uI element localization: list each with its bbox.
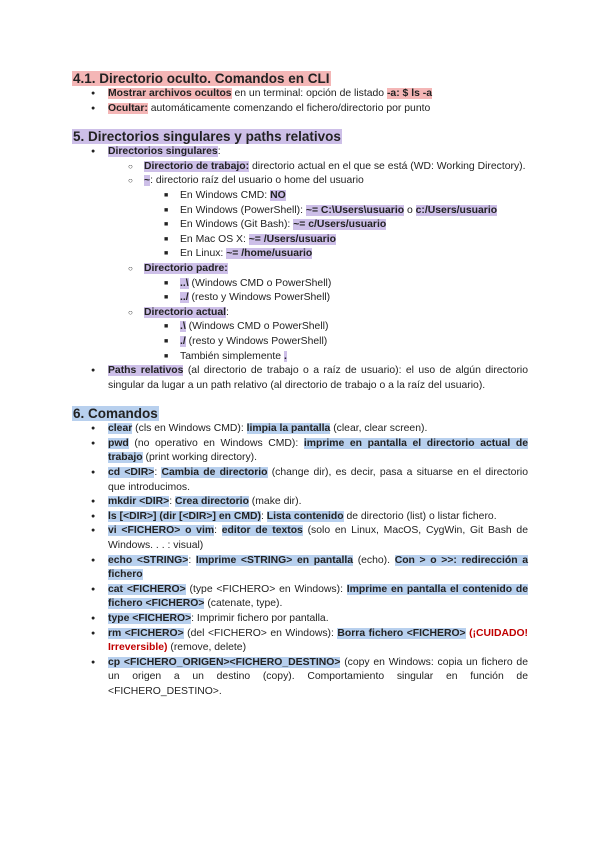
list-item-current-dir: ○ Directorio actual: [72,306,528,321]
list-item-current-0: ■ .\ (Windows CMD o PowerShell) [72,320,528,335]
list-item-working-dir: ○ Directorio de trabajo: directorio actual en el que se está (WD: Working Directory). [72,160,528,175]
list-item-current-1: ■ ./ (resto y Windows PowerShell) [72,335,528,350]
list-item-cat: ● cat <FICHERO> (type <FICHERO> en Windows): Imprime en pantalla el contenido de fichero <FICHERO> (catenate, type). [72,583,528,612]
list-item-parent-dir: ○ Directorio padre: [72,262,528,277]
document-page [72,70,528,700]
list-item-tilde: ○ ~: directorio raíz del usuario o home del usuario [72,174,528,189]
list-item-type: ● type <FICHERO>: Imprimir fichero por pantalla. [72,612,528,627]
section-4-1-title: 4.1. Directorio oculto. Comandos en CLI [73,71,330,86]
section-5-title: 5. Directorios singulares y paths relativos [73,129,341,145]
section-6-list [72,422,528,699]
list-item-vi: ● vi <FICHERO> o vim: editor de textos (solo en Linux, MacOS, CygWin, Git Bash de Windows. . . : visual) [72,524,528,553]
list-item-parent-0: ■ ..\ (Windows CMD o PowerShell) [72,277,528,292]
list-item-home-1: ■ En Windows (PowerShell): ~= C:\Users\usuario o c:/Users/usuario [72,204,528,219]
list-item-cd: ● cd <DIR>: Cambia de directorio (change dir), es decir, pasa a situarse en el directorio que introducimos. [72,466,528,495]
list-item-home-0: ■ En Windows CMD: NO [72,189,528,204]
list-item-home-4: ■ En Linux: ~= /home/usuario [72,247,528,262]
list-item-singular-dirs: ● Directorios singulares: [72,145,528,160]
list-item-echo: ● echo <STRING>: Imprime <STRING> en pantalla (echo). Con > o >>: redirección a fichero [72,554,528,583]
section-4-1-list [72,87,528,116]
list-item-cp: ● cp <FICHERO_ORIGEN><FICHERO_DESTINO> (copy en Windows: copia un fichero de un origen a un destino (copy). Comportamiento singular en función de <FICHERO_DESTINO>. [72,656,528,700]
list-item-current-2: ■ También simplemente . [72,350,528,365]
section-5-heading [72,128,528,145]
list-item-relative-paths: ● Paths relativos (al directorio de trabajo o a raíz de usuario): el uso de algún directorio singular da lugar a un path relativo (al directorio de trabajo o a la raíz del usuario). [72,364,528,393]
list-item-pwd: ● pwd (no operativo en Windows CMD): imprime en pantalla el directorio actual de trabajo (print working directory). [72,437,528,466]
list-item-hide: ● Ocultar: automáticamente comenzando el fichero/directorio por punto [72,102,528,117]
section-6-heading [72,405,528,422]
list-item-home-2: ■ En Windows (Git Bash): ~= c/Users/usuario [72,218,528,233]
list-item-home-3: ■ En Mac OS X: ~= /Users/usuario [72,233,528,248]
list-item-show-hidden: ● Mostrar archivos ocultos en un terminal: opción de listado -a: $ ls -a [72,87,528,102]
section-6-title: 6. Comandos [73,406,158,422]
list-item-rm: ● rm <FICHERO> (del <FICHERO> en Windows): Borra fichero <FICHERO> (¡CUIDADO! Irreversible) (remove, delete) [72,627,528,656]
list-item-clear: ● clear (cls en Windows CMD): limpia la pantalla (clear, clear screen). [72,422,528,437]
list-item-ls: ● ls [<DIR>] (dir [<DIR>] en CMD): Lista contenido de directorio (list) o listar fichero. [72,510,528,525]
section-5-list [72,145,528,393]
section-4-1-heading [72,70,528,87]
list-item-parent-1: ■ ../ (resto y Windows PowerShell) [72,291,528,306]
list-item-mkdir: ● mkdir <DIR>: Crea directorio (make dir). [72,495,528,510]
